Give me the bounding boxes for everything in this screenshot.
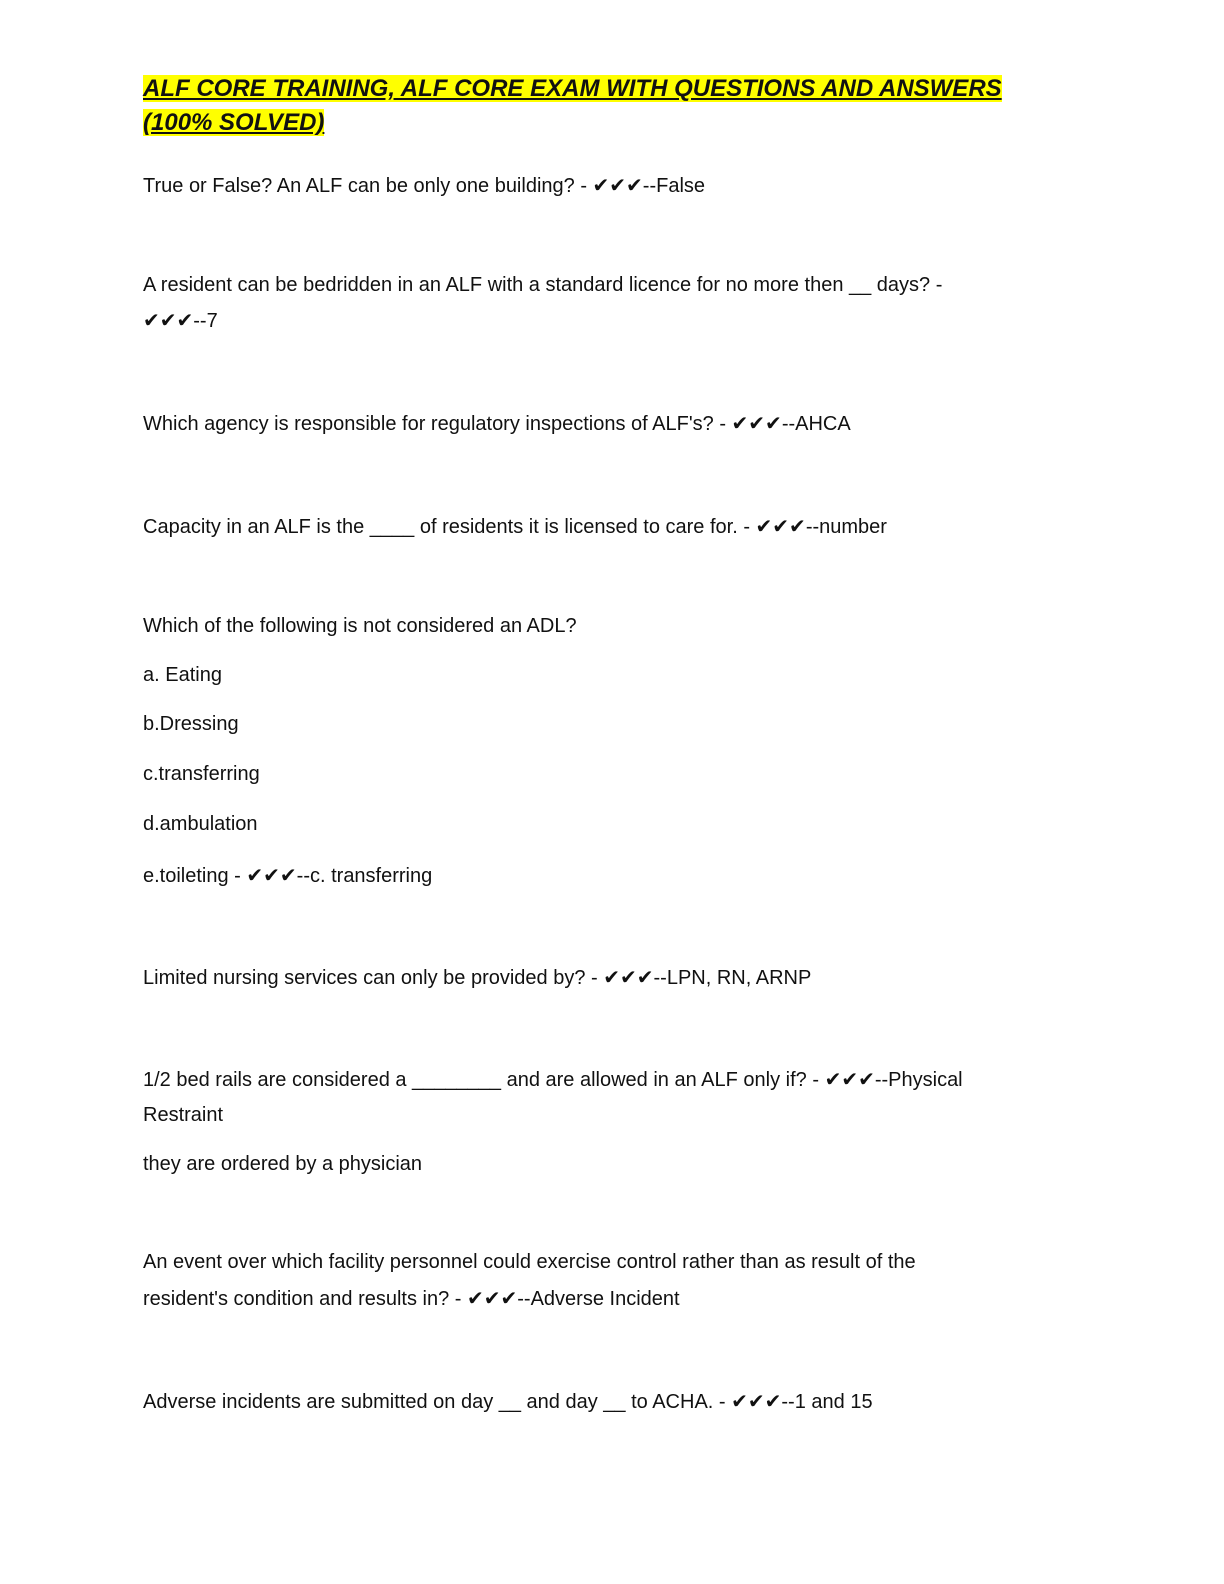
question-5-text: Which of the following is not considered an ADL?: [143, 615, 577, 637]
question-6-text: Limited nursing services can only be provided by? - ✔✔✔--LPN, RN, ARNP: [143, 967, 812, 989]
question-4-text: Capacity in an ALF is the ____ of residents it is licensed to care for. - ✔✔✔--number: [143, 516, 887, 538]
question-5-option-b: b.Dressing: [143, 713, 239, 735]
document-title: [143, 72, 1053, 140]
question-9-text: Adverse incidents are submitted on day __ and day __ to ACHA. - ✔✔✔--1 and 15: [143, 1391, 873, 1413]
question-5-option-d: d.ambulation: [143, 813, 258, 835]
question-3-text: Which agency is responsible for regulatory inspections of ALF's? - ✔✔✔--AHCA: [143, 413, 851, 435]
question-1-text: True or False? An ALF can be only one building? - ✔✔✔--False: [143, 175, 706, 197]
document-title-text: ALF CORE TRAINING, ALF CORE EXAM WITH QUESTIONS AND ANSWERS (100% SOLVED): [143, 75, 1002, 136]
question-5-option-e-answer: e.toileting - ✔✔✔--c. transferring: [143, 865, 433, 887]
question-7-answer-note: they are ordered by a physician: [143, 1153, 423, 1175]
question-8-answer: resident's condition and results in? - ✔✔✔--Adverse Incident: [143, 1288, 680, 1310]
question-5-option-a: a. Eating: [143, 664, 222, 686]
question-2-text: A resident can be bedridden in an ALF with a standard licence for no more then __ days? -: [143, 274, 943, 296]
question-5-option-c: c.transferring: [143, 763, 260, 785]
question-7-text-continued: Restraint: [143, 1104, 224, 1126]
question-8-text: An event over which facility personnel could exercise control rather than as result of the: [143, 1251, 916, 1273]
question-2-answer: ✔✔✔--7: [143, 310, 218, 332]
question-7-text: 1/2 bed rails are considered a ________ and are allowed in an ALF only if? - ✔✔✔--Physical: [143, 1069, 963, 1091]
